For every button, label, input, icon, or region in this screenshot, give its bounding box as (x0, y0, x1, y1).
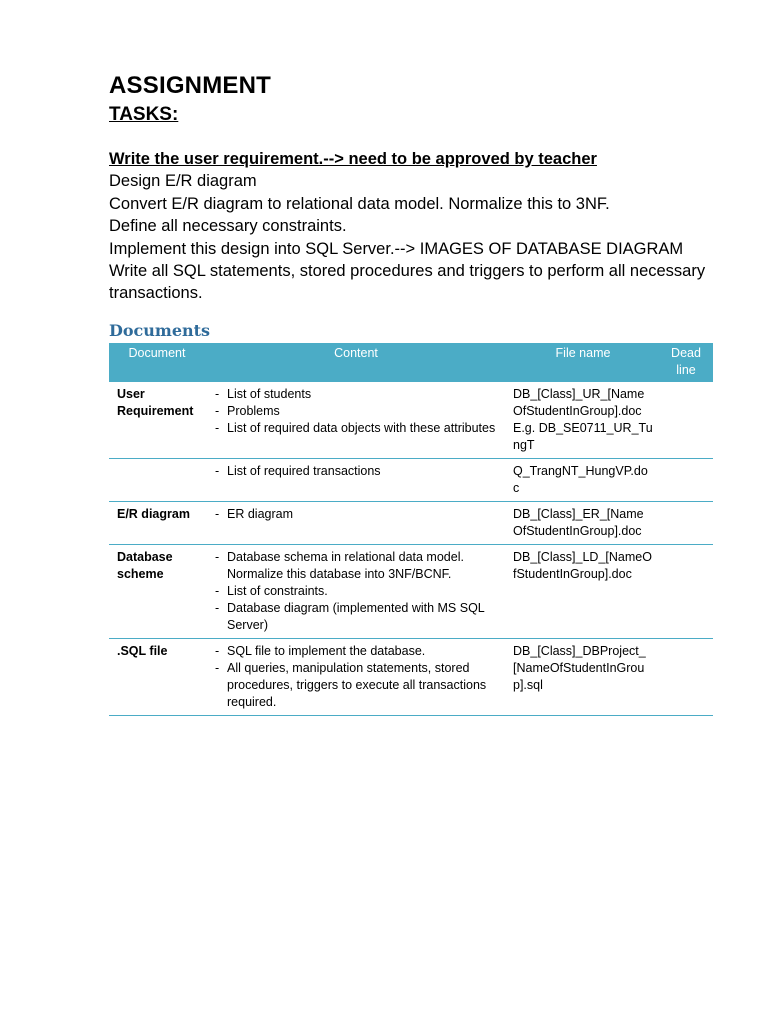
table-row (109, 545, 713, 639)
page-title: ASSIGNMENT (109, 72, 272, 99)
content-item: - All queries, manipulation statements, stored procedures, triggers to execute all transactions required. (211, 660, 501, 711)
content-item: - List of constraints. (211, 583, 501, 600)
cell-document: Database scheme (109, 545, 205, 639)
cell-deadline (659, 459, 713, 502)
header-document: Document (109, 343, 205, 382)
documents-heading: Documents (109, 321, 211, 340)
table-header-row (109, 343, 713, 382)
task-item: Design E/R diagram (109, 172, 257, 191)
documents-table (109, 343, 713, 716)
cell-deadline (659, 639, 713, 716)
cell-file-name: DB_[Class]_DBProject_[NameOfStudentInGroup].sql (507, 639, 659, 716)
cell-deadline (659, 545, 713, 639)
cell-document: .SQL file (109, 639, 205, 716)
cell-document: User Requirement (109, 382, 205, 459)
task-item: Implement this design into SQL Server.--> IMAGES OF DATABASE DIAGRAM (109, 239, 684, 258)
cell-document (109, 459, 205, 502)
cell-file-name: DB_[Class]_UR_[NameOfStudentInGroup].doc E.g. DB_SE0711_UR_TungT (507, 382, 659, 459)
content-item: - Problems (211, 403, 501, 420)
header-file-name: File name (507, 343, 659, 382)
cell-file-name: Q_TrangNT_HungVP.doc (507, 459, 659, 502)
content-item: - List of students (211, 386, 501, 403)
cell-file-name: DB_[Class]_LD_[NameOfStudentInGroup].doc (507, 545, 659, 639)
task-item: Write the user requirement.--> need to be approved by teacher (109, 150, 597, 168)
content-item: - ER diagram (211, 506, 501, 523)
header-content: Content (205, 343, 507, 382)
tasks-heading: TASKS: (109, 104, 179, 125)
cell-content (205, 459, 507, 502)
content-item: - Database schema in relational data model. Normalize this database into 3NF/BCNF. (211, 549, 501, 583)
cell-content (205, 382, 507, 459)
cell-deadline (659, 382, 713, 459)
cell-content (205, 502, 507, 545)
cell-deadline (659, 502, 713, 545)
cell-content (205, 639, 507, 716)
cell-document: E/R diagram (109, 502, 205, 545)
cell-file-name: DB_[Class]_ER_[NameOfStudentInGroup].doc (507, 502, 659, 545)
table-row (109, 502, 713, 545)
task-item: Write all SQL statements, stored procedures and triggers to perform all necessary transactions. (109, 262, 706, 303)
task-list (109, 148, 729, 305)
content-item: - List of required data objects with these attributes (211, 420, 501, 437)
cell-content (205, 545, 507, 639)
content-item: - SQL file to implement the database. (211, 643, 501, 660)
header-deadline: Dead line (659, 343, 713, 382)
content-item: - List of required transactions (211, 463, 501, 480)
content-item: - Database diagram (implemented with MS SQL Server) (211, 600, 501, 634)
table-row (109, 639, 713, 716)
table-row (109, 459, 713, 502)
task-item: Convert E/R diagram to relational data model. Normalize this to 3NF. (109, 194, 610, 213)
table-row (109, 382, 713, 459)
task-item: Define all necessary constraints. (109, 217, 347, 236)
